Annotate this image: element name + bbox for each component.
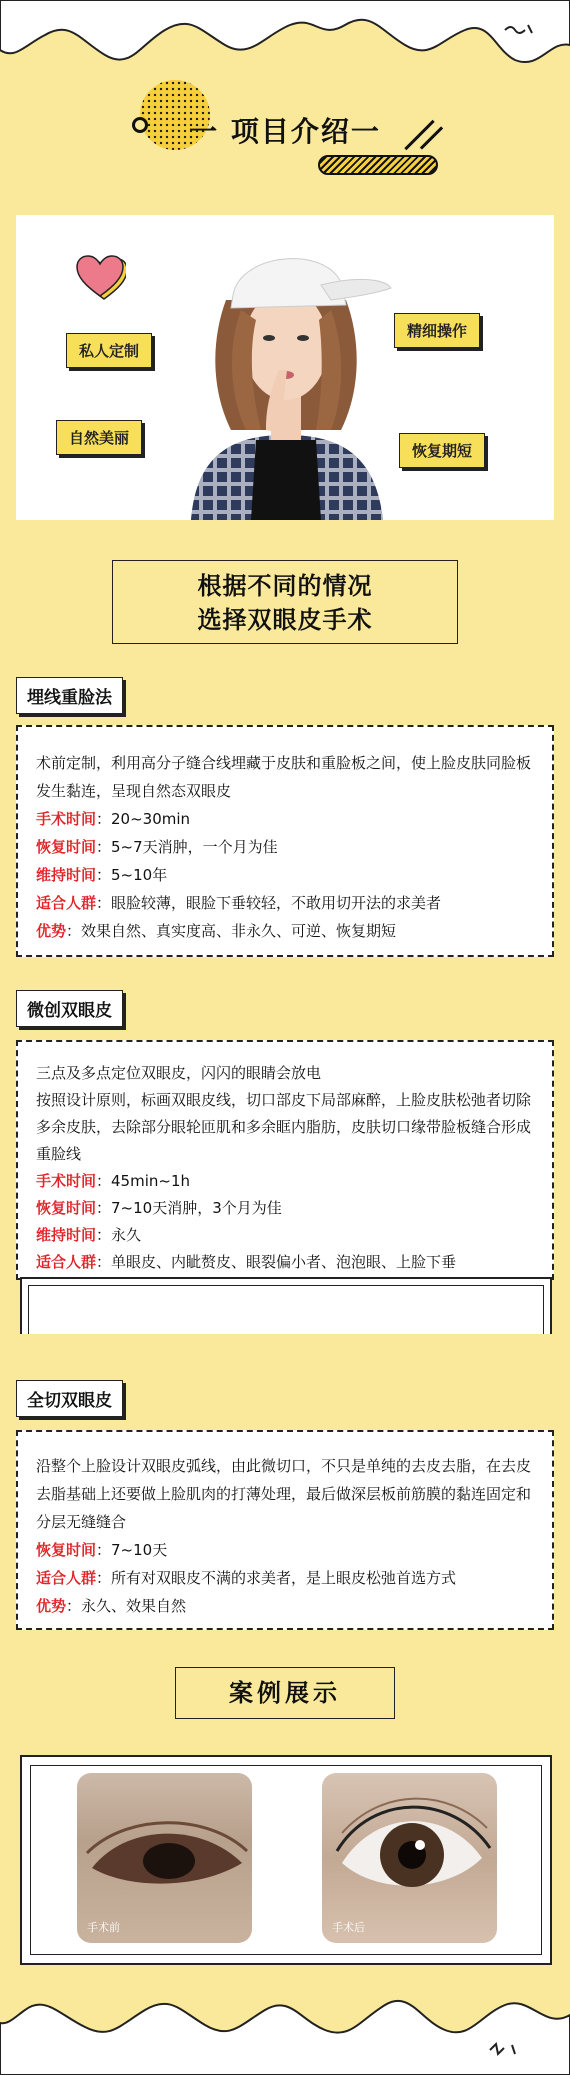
info-row	[36, 1564, 536, 1592]
info-row	[36, 833, 536, 861]
info-label: 适合人群	[36, 894, 97, 912]
hero-banner	[16, 215, 554, 520]
subtitle-line: 选择双眼皮手术	[197, 606, 373, 634]
info-label: 恢复时间	[36, 1199, 97, 1217]
subtitle-box	[112, 560, 458, 644]
info-value: ：5~7天消肿，一个月为佳	[96, 838, 278, 856]
info-row	[36, 917, 536, 945]
info-card	[16, 1040, 554, 1280]
info-row	[36, 1222, 536, 1249]
subtitle-line: 根据不同的情况	[197, 572, 373, 600]
blank-panel-inner	[28, 1285, 544, 1334]
info-label: 适合人群	[36, 1569, 97, 1587]
info-value: ：7~10天	[96, 1541, 168, 1559]
card-intro: 按照设计原则，标画双眼皮线，切口部皮下局部麻醉，上脸皮肤松弛者切除多余皮肤，去除部分眼轮匝肌和多余眶内脂肪，皮肤切口缘带脸板缝合形成重脸线	[36, 1091, 532, 1163]
info-label: 手术时间	[36, 1172, 97, 1190]
info-row	[36, 889, 536, 917]
ring-icon	[132, 117, 148, 133]
info-label: 恢复时间	[36, 1541, 97, 1559]
after-photo	[322, 1773, 497, 1943]
feature-tag: 精细操作	[394, 313, 480, 348]
card-intro: 三点及多点定位双眼皮，闪闪的眼睛会放电	[36, 1064, 322, 1082]
info-label: 手术时间	[36, 810, 97, 828]
eye-after-image	[322, 1773, 497, 1943]
info-card	[16, 725, 554, 957]
info-label: 优势	[36, 922, 67, 940]
info-value: ：7~10天消肿，3个月为佳	[96, 1199, 282, 1217]
info-value: ：效果自然、真实度高、非永久、可逆、恢复期短	[66, 922, 397, 940]
info-label: 适合人群	[36, 1253, 97, 1271]
feature-tag: 自然美丽	[56, 420, 142, 455]
info-value: ：永久	[96, 1226, 142, 1244]
info-value: ：所有对双眼皮不满的求美者，是上眼皮松弛首选方式	[96, 1569, 457, 1587]
section-label: 全切双眼皮	[16, 1380, 123, 1417]
info-value: ：永久、效果自然	[66, 1597, 187, 1615]
info-row	[36, 1195, 536, 1222]
info-row	[36, 1168, 536, 1195]
info-row	[36, 805, 536, 833]
info-row	[36, 1536, 536, 1564]
info-value: ：眼脸较薄，眼脸下垂较轻，不敢用切开法的求美者	[96, 894, 442, 912]
feature-tag: 恢复期短	[399, 433, 485, 468]
case-panel	[20, 1755, 552, 1965]
info-label: 恢复时间	[36, 838, 97, 856]
card-intro: 术前定制，利用高分子缝合线埋藏于皮肤和重脸板之间，使上脸皮肤同脸板发生黏连，呈现自然态双眼皮	[36, 754, 532, 800]
feature-tag: 私人定制	[66, 333, 152, 368]
info-value: ：20~30min	[96, 810, 191, 828]
info-row	[36, 1592, 536, 1620]
eye-before-image	[77, 1773, 252, 1943]
striped-bar-decoration	[318, 155, 438, 175]
section-label: 微创双眼皮	[16, 990, 123, 1027]
info-card	[16, 1430, 554, 1630]
info-row	[36, 861, 536, 889]
info-label: 维持时间	[36, 866, 97, 884]
page-title: 一 项目介绍一	[189, 115, 381, 148]
info-row	[36, 1249, 536, 1276]
case-title: 案例展示	[175, 1667, 395, 1719]
card-intro: 沿整个上脸设计双眼皮弧线，由此微切口，不只是单纯的去皮去脂，在去皮去脂基础上还要做上脸肌肉的打薄处理，最后做深层板前筋膜的黏连固定和分层无缝缝合	[36, 1457, 532, 1531]
info-label: 优势	[36, 1597, 67, 1615]
info-value: ：5~10年	[96, 866, 168, 884]
info-value: ：单眼皮、内眦赘皮、眼裂偏小者、泡泡眼、上脸下垂	[96, 1253, 457, 1271]
heart-icon	[76, 255, 126, 301]
before-label: 手术前	[87, 1921, 120, 1934]
after-label: 手术后	[332, 1921, 365, 1934]
info-label: 维持时间	[36, 1226, 97, 1244]
blank-panel	[20, 1277, 552, 1334]
section-label: 埋线重脸法	[16, 677, 123, 714]
model-photo	[171, 230, 401, 520]
info-value: ：45min~1h	[96, 1172, 191, 1190]
bottom-wave-decoration	[0, 1975, 570, 2075]
section-header	[0, 75, 570, 175]
before-photo	[77, 1773, 252, 1943]
